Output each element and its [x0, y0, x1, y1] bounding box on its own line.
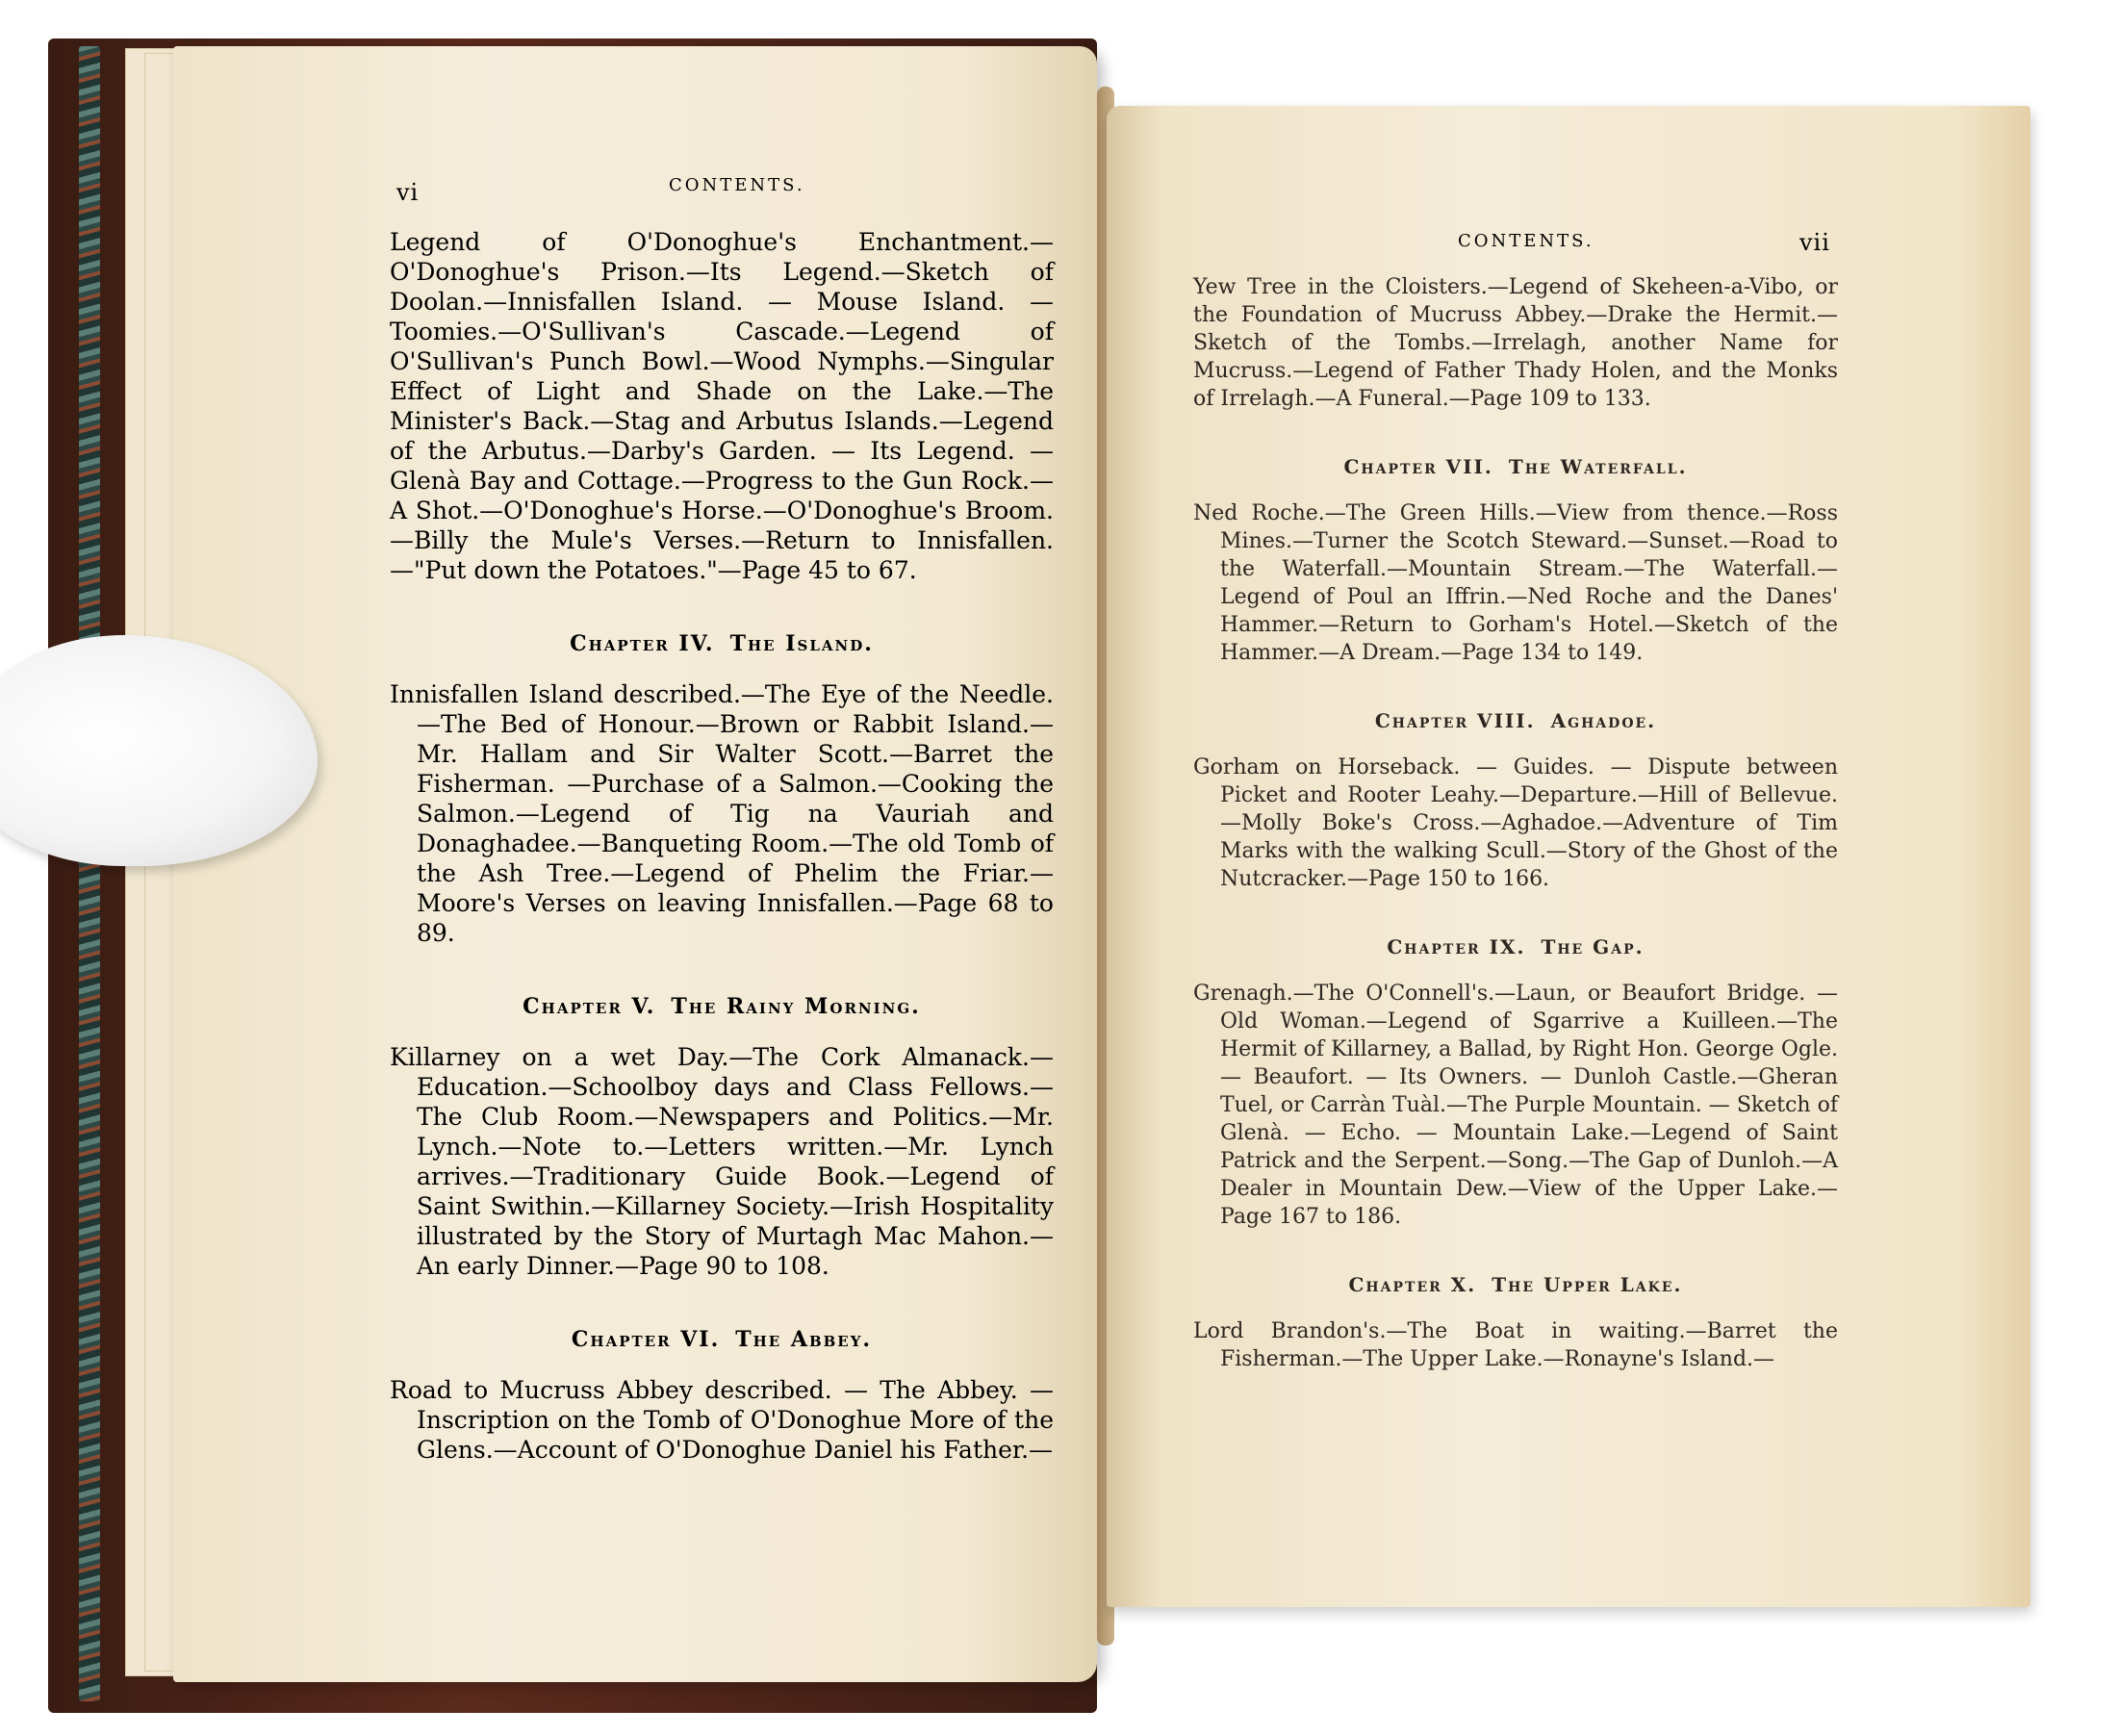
- left-contents: [390, 227, 1054, 1465]
- chapter-number: Chapter VIII.: [1374, 709, 1536, 732]
- left-folio: vi: [396, 179, 420, 206]
- chapter-heading: [1193, 709, 1838, 732]
- chapter-title: The Rainy Morning.: [671, 994, 921, 1019]
- chapter-title: The Upper Lake.: [1492, 1273, 1683, 1296]
- toc-entry: Ned Roche.—The Green Hills.—View from thence.—Ross Mines.—Turner the Scotch Steward.—Sunset.—Road to the Waterfall.—Mountain Stream.—The Waterfall.—Legend of Poul an Iffrin.—Ned Roche and the Danes' Hammer.—Return to Gorham's Hotel.—Sketch of the Hammer.—A Dream.—Page 134 to 149.: [1193, 501, 1838, 665]
- right-contents: [1193, 273, 1838, 1373]
- chapter-number: Chapter IX.: [1387, 935, 1526, 958]
- chapter-heading: [390, 994, 1054, 1019]
- marbled-edge: [79, 46, 100, 1701]
- chapter-title: The Island.: [729, 631, 874, 656]
- chapter-heading: [390, 631, 1054, 656]
- chapter-heading: [1193, 455, 1838, 478]
- chapter-heading: [390, 1327, 1054, 1352]
- left-running-head: CONTENTS.: [669, 175, 805, 195]
- toc-entry: Innisfallen Island described.—The Eye of the Needle.—The Bed of Honour.—Brown or Rabbit Island.—Mr. Hallam and Sir Walter Scott.—Barret the Fisherman. —Purchase of a Salmon.—Cooking the Salmon.—Legend of Tig na Vauriah and Donaghadee.—Banqueting Room.—The old Tomb of the Ash Tree.—Legend of Phelim the Friar.—Moore's Verses on leaving Innisfallen.—Page 68 to 89.: [390, 680, 1054, 947]
- chapter-number: Chapter IV.: [570, 631, 715, 656]
- toc-entry: Legend of O'Donoghue's Enchantment.—O'Donoghue's Prison.—Its Legend.—Sketch of Doolan.—Innisfallen Island. — Mouse Island. — Toomies.—O'Sullivan's Cascade.—Legend of O'Sullivan's Punch Bowl.—Wood Nymphs.—Singular Effect of Light and Shade on the Lake.—The Minister's Back.—Stag and Arbutus Islands.—Legend of the Arbutus.—Darby's Garden. — Its Legend. — Glenà Bay and Cottage.—Progress to the Gun Rock.—A Shot.—O'Donoghue's Horse.—O'Donoghue's Broom.—Billy the Mule's Verses.—Return to Innisfallen.—"Put down the Potatoes."—Page 45 to 67.: [390, 228, 1054, 584]
- toc-entry: Road to Mucruss Abbey described. — The Abbey. — Inscription on the Tomb of O'Donoghue More of the Glens.—Account of O'Donoghue Daniel his Father.—: [390, 1376, 1054, 1464]
- chapter-title: The Waterfall.: [1508, 455, 1688, 478]
- toc-entry: Lord Brandon's.—The Boat in waiting.—Barret the Fisherman.—The Upper Lake.—Ronayne's Island.—: [1193, 1319, 1838, 1371]
- toc-entry: Killarney on a wet Day.—The Cork Almanack.—Education.—Schoolboy days and Class Fellows.—The Club Room.—Newspapers and Politics.—Mr. Lynch.—Note to.—Letters written.—Mr. Lynch arrives.—Traditionary Guide Book.—Legend of Saint Swithin.—Killarney Society.—Irish Hospitality illustrated by the Story of Murtagh Mac Mahon.—An early Dinner.—Page 90 to 108.: [390, 1043, 1054, 1280]
- chapter-number: Chapter VI.: [571, 1327, 721, 1352]
- chapter-heading: [1193, 935, 1838, 958]
- chapter-number: Chapter X.: [1348, 1273, 1477, 1296]
- chapter-number: Chapter VII.: [1343, 455, 1493, 478]
- toc-entry: Yew Tree in the Cloisters.—Legend of Skeheen-a-Vibo, or the Foundation of Mucruss Abbey.—Drake the Hermit.—Sketch of the Tombs.—Irrelagh, another Name for Mucruss.—Legend of Father Thady Holen, and the Monks of Irrelagh.—A Funeral.—Page 109 to 133.: [1193, 275, 1838, 411]
- right-running-head: CONTENTS.: [1458, 231, 1594, 251]
- chapter-heading: [1193, 1273, 1838, 1296]
- chapter-title: The Abbey.: [735, 1327, 873, 1352]
- toc-entry: Gorham on Horseback. — Guides. — Dispute between Picket and Rooter Leahy.—Departure.—Hill of Bellevue.—Molly Boke's Cross.—Aghadoe.—Adventure of Tim Marks with the walking Scull.—Story of the Ghost of the Nutcracker.—Page 150 to 166.: [1193, 755, 1838, 891]
- chapter-title: Aghadoe.: [1550, 709, 1657, 732]
- right-folio: vii: [1799, 229, 1830, 256]
- toc-entry: Grenagh.—The O'Connell's.—Laun, or Beaufort Bridge. —Old Woman.—Legend of Sgarrive a Kuilleen.—The Hermit of Killarney, a Ballad, by Right Hon. George Ogle. — Beaufort. — Its Owners. — Dunloh Castle.—Gheran Tuel, or Carràn Tuàl.—The Purple Mountain. — Sketch of Glenà. — Echo. — Mountain Lake.—Legend of Saint Patrick and the Serpent.—Song.—The Gap of Dunloh.—A Dealer in Mountain Dew.—View of the Upper Lake.—Page 167 to 186.: [1193, 982, 1838, 1229]
- chapter-title: The Gap.: [1541, 935, 1645, 958]
- chapter-number: Chapter V.: [523, 994, 656, 1019]
